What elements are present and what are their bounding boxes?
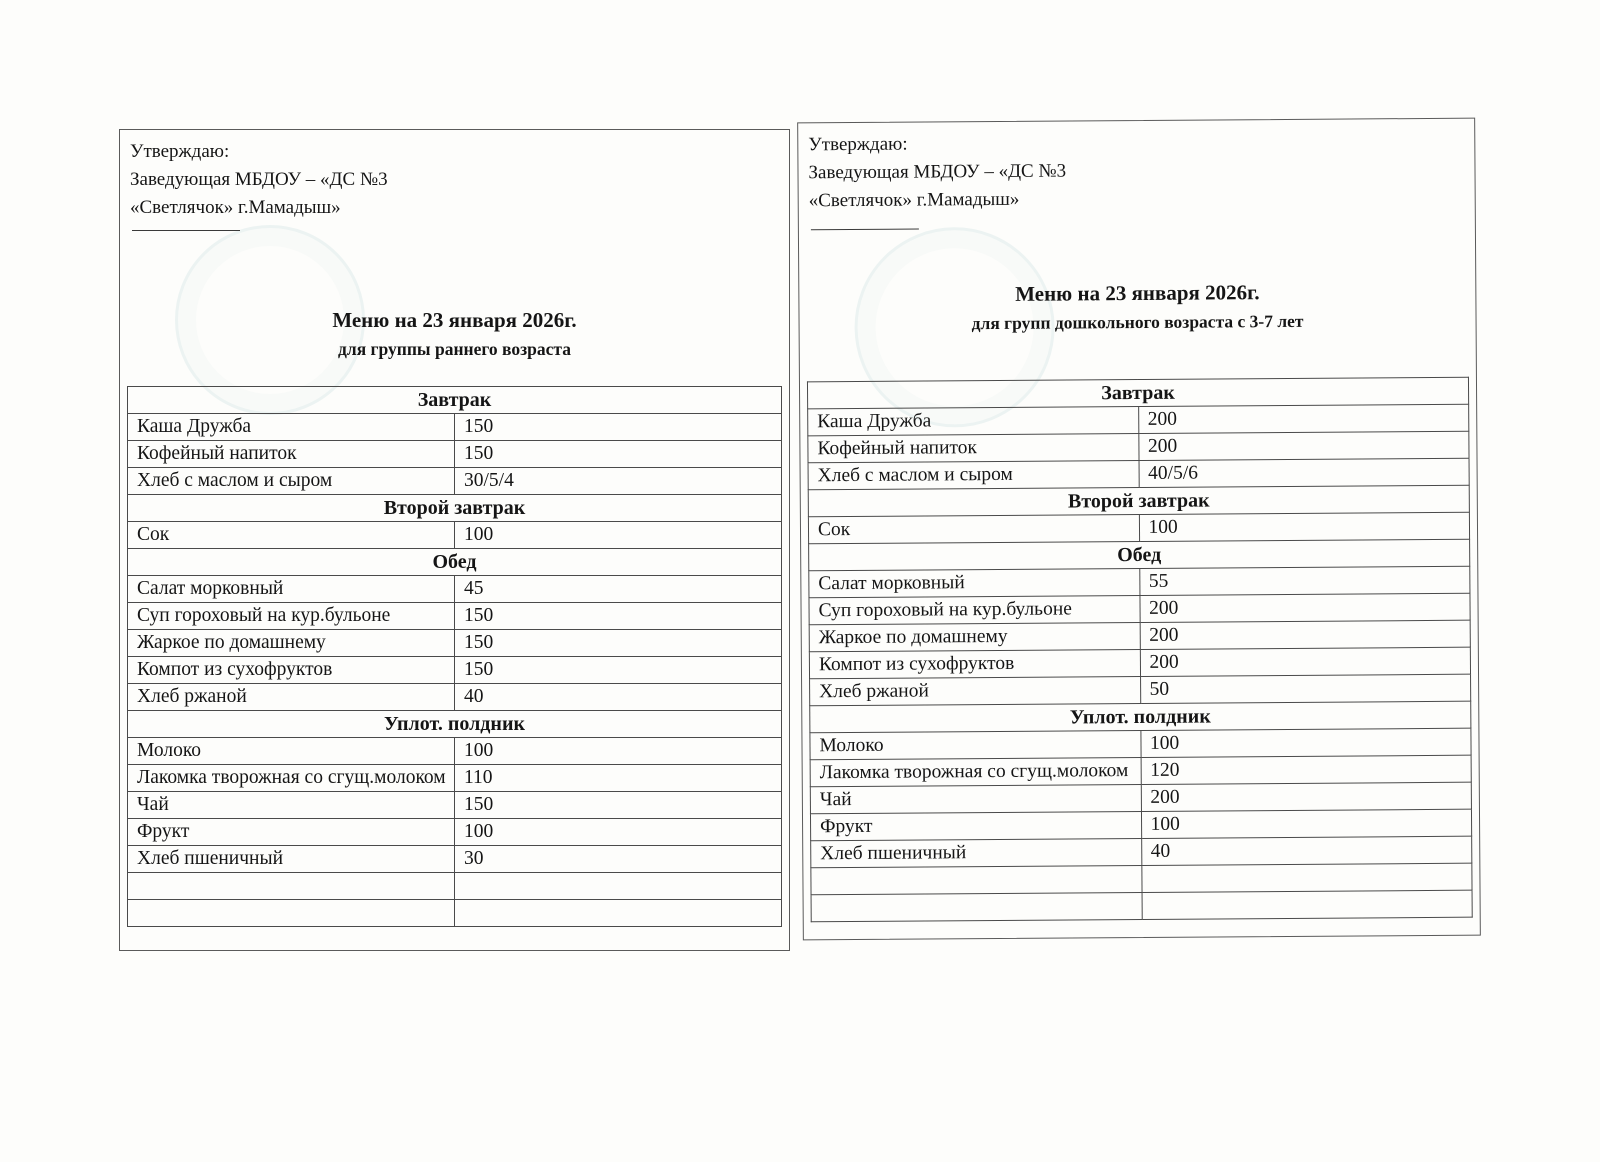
dish-name-cell: Жаркое по домашнему <box>128 630 455 657</box>
table-row <box>128 819 782 846</box>
dish-name-cell: Хлеб ржаной <box>128 684 455 711</box>
approval-block <box>808 130 1066 216</box>
portion-cell: 150 <box>455 657 782 684</box>
dish-name-cell: Хлеб с маслом и сыром <box>128 468 455 495</box>
menu-table <box>127 386 782 927</box>
table-row <box>128 603 782 630</box>
portion-cell: 55 <box>1139 566 1470 595</box>
dish-name-cell <box>811 865 1142 894</box>
table-row <box>128 630 782 657</box>
portion-cell: 100 <box>1140 728 1471 757</box>
table-row <box>128 900 782 927</box>
table-row <box>128 846 782 873</box>
dish-name-cell: Хлеб пшеничный <box>811 838 1142 867</box>
portion-cell <box>455 873 782 900</box>
table-row <box>128 522 782 549</box>
section-header: Уплот. полдник <box>810 701 1471 733</box>
portion-cell: 150 <box>455 630 782 657</box>
portion-cell: 110 <box>455 765 782 792</box>
menu-panel-preschool <box>797 118 1481 941</box>
approval-line: «Светлячок» г.Мамадыш» <box>808 188 1020 212</box>
section-header-row <box>128 495 782 522</box>
dish-name-cell: Кофейный напиток <box>128 441 455 468</box>
dish-name-cell: Жаркое по домашнему <box>809 622 1140 651</box>
dish-name-cell: Фрукт <box>810 811 1141 840</box>
dish-name-cell: Сок <box>808 515 1139 544</box>
dish-name-cell: Кофейный напиток <box>808 434 1139 463</box>
table-row <box>128 441 782 468</box>
section-header: Второй завтрак <box>128 495 782 522</box>
portion-cell: 200 <box>1138 404 1469 433</box>
title-block <box>120 308 789 360</box>
portion-cell: 200 <box>1138 431 1469 460</box>
table-row <box>128 873 782 900</box>
portion-cell: 120 <box>1141 755 1472 784</box>
section-header: Завтрак <box>128 387 782 414</box>
portion-cell: 40 <box>455 684 782 711</box>
table-row <box>128 765 782 792</box>
section-header-row <box>128 549 782 576</box>
portion-cell: 200 <box>1140 647 1471 676</box>
section-header: Уплот. полдник <box>128 711 782 738</box>
dish-name-cell: Хлеб пшеничный <box>128 846 455 873</box>
dish-name-cell: Компот из сухофруктов <box>809 649 1140 678</box>
dish-name-cell: Фрукт <box>128 819 455 846</box>
title-block <box>799 279 1475 336</box>
dish-name-cell: Хлеб с маслом и сыром <box>808 461 1139 490</box>
section-header: Обед <box>128 549 782 576</box>
signature-line <box>811 229 919 231</box>
portion-cell: 45 <box>455 576 782 603</box>
portion-cell: 30/5/4 <box>455 468 782 495</box>
portion-cell: 150 <box>455 792 782 819</box>
dish-name-cell: Компот из сухофруктов <box>128 657 455 684</box>
table-row <box>128 414 782 441</box>
portion-cell: 30 <box>455 846 782 873</box>
table-row <box>128 792 782 819</box>
table-row <box>128 468 782 495</box>
dish-name-cell: Молоко <box>128 738 455 765</box>
portion-cell: 200 <box>1140 620 1471 649</box>
portion-cell: 40 <box>1141 836 1472 865</box>
dish-name-cell: Каша Дружба <box>808 407 1139 436</box>
portion-cell: 100 <box>1139 512 1470 541</box>
approval-block <box>130 138 388 222</box>
dish-name-cell: Лакомка творожная со сгущ.молоком <box>810 757 1141 786</box>
dish-name-cell: Хлеб ржаной <box>810 676 1141 705</box>
portion-cell <box>455 900 782 927</box>
portion-cell: 100 <box>455 522 782 549</box>
table-row <box>128 738 782 765</box>
section-header: Завтрак <box>807 377 1468 409</box>
portion-cell: 100 <box>455 819 782 846</box>
dish-name-cell: Чай <box>128 792 455 819</box>
dish-name-cell: Каша Дружба <box>128 414 455 441</box>
dish-name-cell: Сок <box>128 522 455 549</box>
dish-name-cell <box>128 873 455 900</box>
dish-name-cell: Суп гороховый на кур.бульоне <box>128 603 455 630</box>
menu-subtitle: для группы раннего возраста <box>338 339 571 359</box>
menu-subtitle: для групп дошкольного возраста с 3-7 лет <box>971 310 1304 334</box>
approval-line: Заведующая МБДОУ – «ДС №3 <box>130 169 388 190</box>
approval-line: «Светлячок» г.Мамадыш» <box>130 197 341 218</box>
dish-name-cell: Салат морковный <box>128 576 455 603</box>
dish-name-cell <box>811 892 1142 921</box>
portion-cell: 200 <box>1141 782 1472 811</box>
dish-name-cell: Молоко <box>810 730 1141 759</box>
portion-cell: 50 <box>1140 674 1471 703</box>
signature-line <box>132 230 240 231</box>
approval-line: Заведующая МБДОУ – «ДС №3 <box>808 160 1067 184</box>
section-header: Второй завтрак <box>808 485 1469 517</box>
portion-cell: 150 <box>455 441 782 468</box>
portion-cell: 100 <box>455 738 782 765</box>
table-row <box>128 576 782 603</box>
dish-name-cell: Лакомка творожная со сгущ.молоком <box>128 765 455 792</box>
table-row <box>811 890 1472 922</box>
portion-cell: 100 <box>1141 809 1472 838</box>
portion-cell: 200 <box>1139 593 1470 622</box>
portion-cell <box>1141 863 1472 892</box>
section-header-row <box>128 711 782 738</box>
menu-title: Меню на 23 января 2026г. <box>1015 280 1260 306</box>
dish-name-cell: Суп гороховый на кур.бульоне <box>809 595 1140 624</box>
table-row <box>128 657 782 684</box>
section-header: Обед <box>809 539 1470 571</box>
dish-name-cell: Чай <box>810 784 1141 813</box>
section-header-row <box>128 387 782 414</box>
menu-panel-early-age <box>119 129 790 951</box>
menu-title: Меню на 23 января 2026г. <box>332 308 577 332</box>
approval-line: Утверждаю: <box>130 141 230 162</box>
portion-cell: 150 <box>455 414 782 441</box>
portion-cell: 150 <box>455 603 782 630</box>
dish-name-cell: Салат морковный <box>809 568 1140 597</box>
menu-table <box>807 377 1473 923</box>
approval-line: Утверждаю: <box>808 133 908 156</box>
dish-name-cell <box>128 900 455 927</box>
portion-cell: 40/5/6 <box>1139 458 1470 487</box>
table-row <box>128 684 782 711</box>
portion-cell <box>1142 890 1473 919</box>
